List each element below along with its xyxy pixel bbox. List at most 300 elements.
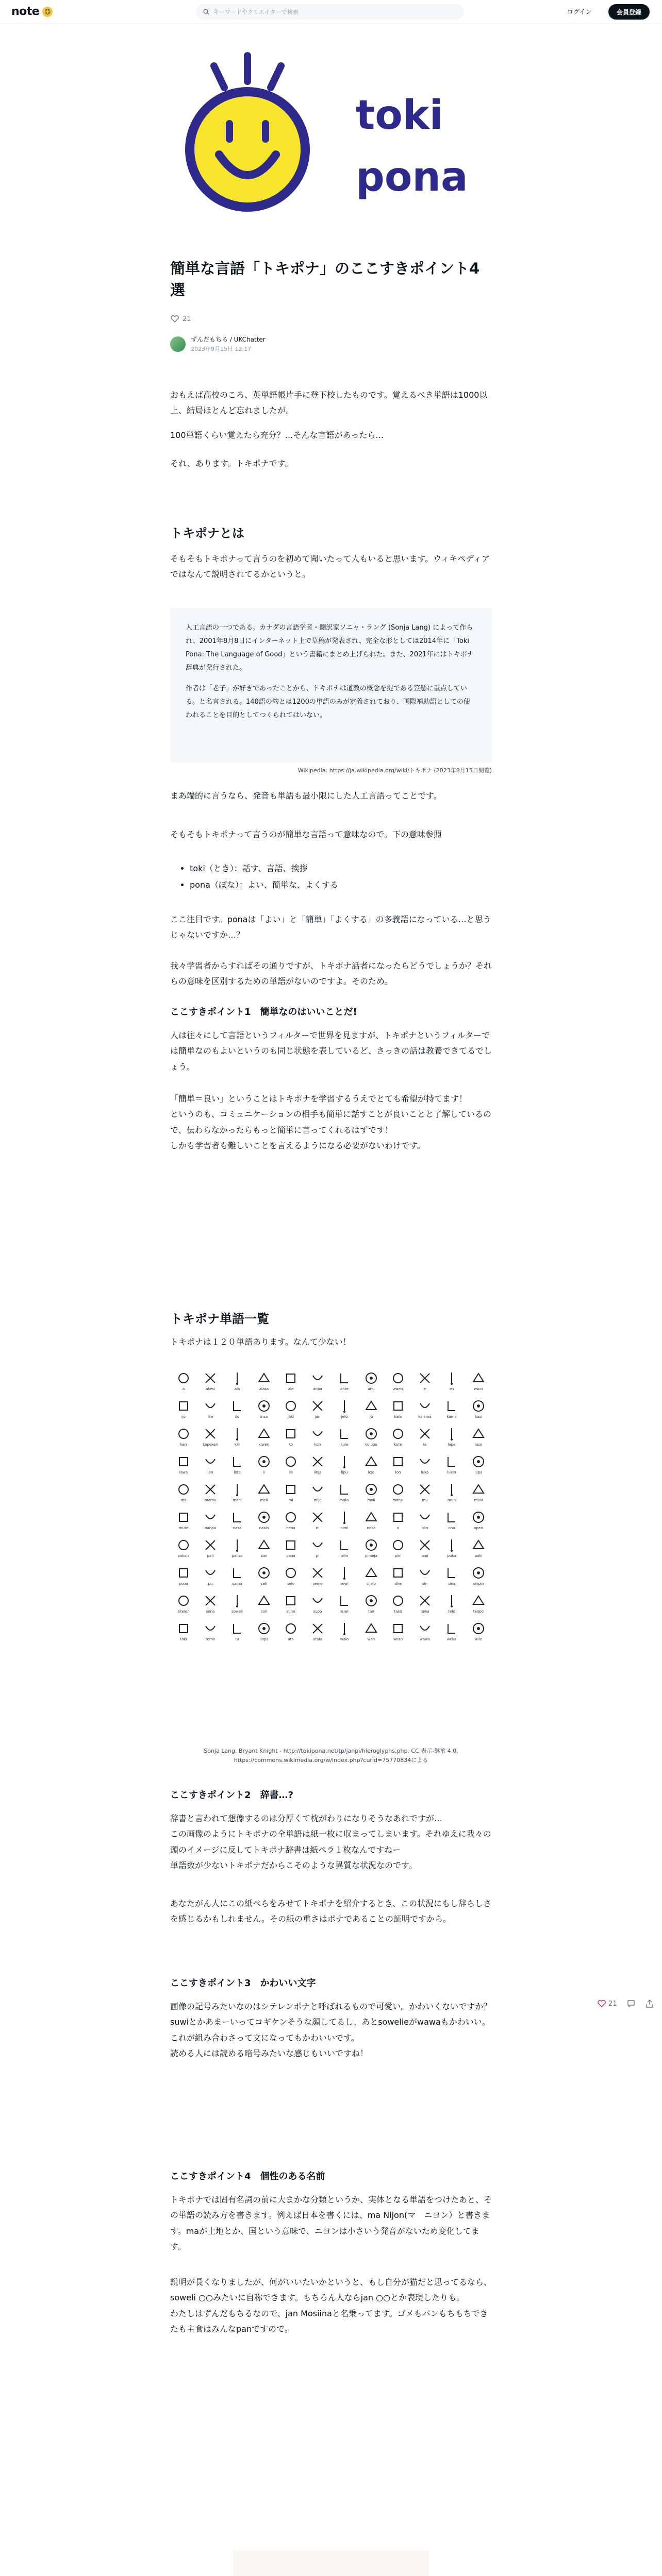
- glyph-pan: [251, 1537, 277, 1564]
- glyph-label: kon: [314, 1443, 321, 1447]
- glyph-icon: [310, 1510, 325, 1525]
- glyph-kulupu: [358, 1426, 385, 1453]
- glyph-icon: [256, 1482, 272, 1497]
- glyph-icon: [229, 1621, 245, 1636]
- site-logo[interactable]: [11, 5, 53, 18]
- list-item: • pona（ぽな）：よい、簡単な、よくする: [190, 877, 492, 893]
- glyph-label: li: [263, 1470, 265, 1475]
- glyph-icon: [417, 1593, 433, 1608]
- glyph-toki: [170, 1621, 197, 1648]
- glyph-table-caption: Sonja Lang, Bryant Knight - http://tokipona.net/tp/janpi/hieroglyphs.php, CC 表示-継承 4.0, https://commons.wikimedia.org/w/index.php?curid=75770834による: [204, 1748, 458, 1764]
- glyph-seme: [304, 1565, 331, 1592]
- heading-point-4: ここすきポイント4 個性のある名前: [170, 2171, 325, 2182]
- glyph-kute: [385, 1426, 411, 1453]
- glyph-label: jelo: [341, 1415, 348, 1419]
- point1-paragraph-2: 「簡単＝良い」ということはトキポナを学習するうえでとても希望が持てます！ というのも、コミュニケーションの相手も簡単に話すことが良いことと了解しているので、伝わらなかったらもっと簡単に言ってくれるはずです！ しかも学習者も難しいことを言えるようになる必要がないわけです。: [170, 1094, 492, 1151]
- glyph-sina: [438, 1565, 465, 1592]
- glyph-poki: [465, 1537, 492, 1564]
- glyph-label: musi: [474, 1498, 483, 1502]
- glyph-label: akesi: [206, 1387, 215, 1391]
- logo-badge-icon: ☺: [42, 7, 53, 17]
- glyph-icon: [176, 1482, 191, 1497]
- hero-text-toki: toki: [356, 92, 443, 139]
- glyph-label: pini: [394, 1554, 402, 1558]
- glyph-label: nasin: [259, 1526, 269, 1530]
- fab-like-count: 21: [608, 1999, 617, 2008]
- glyph-label: taso: [394, 1609, 402, 1614]
- glyph-icon: [390, 1426, 406, 1442]
- glyph-ken: [170, 1426, 197, 1453]
- glyph-ona: [438, 1510, 465, 1536]
- glyph-icon: [471, 1565, 486, 1581]
- glyph-o: [385, 1510, 411, 1536]
- character-illustration: [233, 2550, 429, 2576]
- glyph-label: ma: [180, 1498, 187, 1502]
- glyph-icon: [256, 1621, 272, 1636]
- glyph-sijelo: [358, 1565, 385, 1592]
- glyph-icon: [176, 1537, 191, 1553]
- glyph-icon: [310, 1621, 325, 1636]
- glyph-kiwen: [251, 1426, 277, 1453]
- glyph-label: selo: [287, 1582, 295, 1586]
- glyph-waso: [385, 1621, 411, 1648]
- sitelen-pona-glyph-table: [170, 1370, 492, 1648]
- glyph-moli: [358, 1482, 385, 1509]
- glyph-label: suwi: [340, 1609, 349, 1614]
- glyph-icon: [176, 1565, 191, 1581]
- glyph-label: laso: [474, 1443, 483, 1447]
- glyph-unpa: [251, 1621, 277, 1648]
- glyph-nanpa: [197, 1510, 224, 1536]
- glyph-poka: [438, 1537, 465, 1564]
- glyph-icon: [337, 1370, 352, 1386]
- glyph-nena: [277, 1510, 304, 1536]
- glyph-pakala: [170, 1537, 197, 1564]
- glyph-label: kiwen: [258, 1443, 270, 1447]
- glyph-icon: [390, 1537, 406, 1553]
- glyph-len: [197, 1454, 224, 1481]
- glyph-sama: [224, 1565, 251, 1592]
- glyph-tan: [358, 1593, 385, 1620]
- glyph-icon: [337, 1565, 352, 1581]
- glyph-label: nanpa: [205, 1526, 216, 1530]
- point4-paragraph-1: トキポナでは固有名詞の前に大まかな分類というか、実体となる単語をつけたあと、その単語の読み方を書きます。例えば日本を書くには、ma Nijon(マ ニヨン）と書きます。maが土地とか、国という意味で、ニヨンは小さいう発音がないため変化してます。: [170, 2195, 492, 2252]
- glyph-icon: [256, 1510, 272, 1525]
- glyph-label: weka: [446, 1637, 457, 1641]
- glyph-icon: [337, 1593, 352, 1608]
- glyph-icon: [203, 1565, 218, 1581]
- glyph-label: sinpin: [473, 1582, 484, 1586]
- glyph-icon: [203, 1370, 218, 1386]
- glyph-label: sijelo: [366, 1582, 376, 1586]
- glyph-label: moli: [367, 1498, 375, 1502]
- glyph-label: sitelen: [177, 1609, 190, 1614]
- glyph-label: lete: [234, 1470, 241, 1475]
- glyph-icon: [390, 1565, 406, 1581]
- glyph-mani: [224, 1482, 251, 1509]
- share-icon[interactable]: [645, 1999, 654, 2008]
- glyph-utala: [304, 1621, 331, 1648]
- glyph-label: suli: [261, 1609, 267, 1614]
- glyph-label: awen: [393, 1387, 403, 1391]
- glyph-mije: [304, 1482, 331, 1509]
- glyph-alasa: [251, 1370, 277, 1397]
- glyph-icon: [229, 1426, 245, 1442]
- hero-image: [170, 41, 492, 237]
- glyph-icon: [390, 1593, 406, 1608]
- glyph-icon: [444, 1398, 459, 1414]
- glyph-pu: [197, 1565, 224, 1592]
- glyph-icon: [471, 1482, 486, 1497]
- glyph-label: olin: [421, 1526, 428, 1530]
- glyph-label: telo: [448, 1609, 455, 1614]
- point2-paragraph-2: あなたがん人にこの紙ぺらをみせてトキポナを紹介するとき、この状況にもし辞らしさを感じるかもしれません。その紙の重さはポナであることの証明ですから。: [170, 1899, 492, 1924]
- glyph-icon: [176, 1398, 191, 1414]
- glyph-label: pu: [208, 1582, 213, 1586]
- point1-paragraph-1: 人は往々にして言語というフィルターで世界を見ますが、トキポナというフィルターでは簡単なのもよいというのも同じ状態を表しているど、さっきの話は教養できてるでしょう。: [170, 1030, 492, 1072]
- glyph-mute: [170, 1510, 197, 1536]
- glyph-label: pana: [286, 1554, 295, 1558]
- glyph-sike: [385, 1565, 411, 1592]
- glyph-pi: [304, 1537, 331, 1564]
- glyph-label: lape: [448, 1443, 456, 1447]
- glyph-icon: [203, 1621, 218, 1636]
- glyph-icon: [229, 1454, 245, 1469]
- glyph-ala: [224, 1370, 251, 1397]
- glyph-icon: [390, 1454, 406, 1469]
- glyph-icon: [444, 1426, 459, 1442]
- glyph-icon: [337, 1398, 352, 1414]
- glyph-tenpo: [465, 1593, 492, 1620]
- glyph-label: sin: [422, 1582, 428, 1586]
- what-paragraph-4: ここ注目です。ponaは「よい」と「簡単」「よくする」の多義語になっている…と思うじゃないですか…？: [170, 914, 491, 940]
- glyph-jaki: [277, 1398, 304, 1425]
- glyph-icon: [363, 1482, 379, 1497]
- quote-paragraph-2: 作者は「老子」が好きであったことから、トキポナは道教の概念を捉である笠懸に重点している。と名言される。140語の約とは1200の単語のみが定義されており、国際補助語としての使われることを目的としてつくられてはいない。: [186, 685, 470, 719]
- glyph-linja: [304, 1454, 331, 1481]
- glyph-label: waso: [393, 1637, 403, 1641]
- glyph-icon: [283, 1426, 299, 1442]
- glyph-label: linja: [313, 1470, 322, 1475]
- glyph-label: e: [423, 1387, 426, 1391]
- glyph-kasi: [465, 1398, 492, 1425]
- glyph-label: open: [474, 1526, 483, 1530]
- glyph-label: anpa: [313, 1387, 322, 1391]
- glyph-icon: [256, 1426, 272, 1442]
- glyph-icon: [256, 1370, 272, 1386]
- glyph-label: lipu: [341, 1470, 348, 1475]
- glyph-icon: [203, 1482, 218, 1497]
- glyph-icon: [176, 1454, 191, 1469]
- hero-text-pona: pona: [356, 154, 468, 200]
- glyph-icon: [283, 1482, 299, 1497]
- glyph-label: pipi: [421, 1554, 428, 1558]
- glyph-icon: [337, 1621, 352, 1636]
- glyph-monsi: [385, 1482, 411, 1509]
- what-paragraph-2: まあ端的に言うなら、発音も単語も最小限にした人工言語ってことです。: [170, 791, 442, 801]
- glyph-icon: [310, 1398, 325, 1414]
- glyph-icon: [363, 1593, 379, 1608]
- glyph-label: mani: [233, 1498, 242, 1502]
- glyph-icon: [176, 1593, 191, 1608]
- glyph-label: kili: [235, 1443, 240, 1447]
- glyph-akesi: [197, 1370, 224, 1397]
- search-icon: [203, 9, 209, 15]
- glyph-label: lon: [395, 1470, 401, 1475]
- glyph-label: uta: [288, 1637, 294, 1641]
- glyph-label: anu: [368, 1387, 375, 1391]
- glyph-icon: [229, 1398, 245, 1414]
- glyph-awen: [385, 1370, 411, 1397]
- site-header: [0, 0, 662, 24]
- glyph-label: kasi: [475, 1415, 482, 1419]
- glyph-label: mije: [313, 1498, 322, 1502]
- glyph-icon: [176, 1621, 191, 1636]
- glyph-label: pali: [207, 1554, 214, 1558]
- glyph-icon: [417, 1537, 433, 1553]
- glyph-nimi: [331, 1510, 358, 1536]
- glyph-icon: [417, 1482, 433, 1497]
- glyph-icon: [283, 1510, 299, 1525]
- glyph-suno: [277, 1593, 304, 1620]
- glyph-lili: [277, 1454, 304, 1481]
- glyph-label: tawa: [420, 1609, 429, 1614]
- glyph-label: seli: [261, 1582, 267, 1586]
- login-link[interactable]: ログイン: [567, 8, 592, 15]
- glyph-kule: [331, 1426, 358, 1453]
- what-paragraph-3: そもそもトキポナって言うのが簡単な言語って意味なので。下の意味参照: [170, 829, 442, 839]
- glyph-lape: [438, 1426, 465, 1453]
- glyph-wawa: [411, 1621, 438, 1648]
- glyph-mama: [197, 1482, 224, 1509]
- glyph-e: [411, 1370, 438, 1397]
- glyph-icon: [471, 1426, 486, 1442]
- glyph-icon: [256, 1398, 272, 1414]
- glyph-icon: [444, 1454, 459, 1469]
- point4-paragraph-2: 説明が長くなりましたが、何がいいたいかというと、もし自分が猫だと思ってるなら、soweli ○○みたいに自称できます。もちろん人ならjan ○○とか表現したりも。 わたしはずんだもちるなので、jan Mosiinaと名乗ってます。ゴメもパンもちもちできたも主食はみんなpanですので。: [170, 2277, 492, 2334]
- glyph-icon: [176, 1370, 191, 1386]
- glyph-label: ni: [316, 1526, 320, 1530]
- author-name[interactable]: ずんだもちる / UKChatter: [191, 336, 266, 343]
- glyph-sin: [411, 1565, 438, 1592]
- glyph-mun: [438, 1482, 465, 1509]
- glyph-moku: [331, 1482, 358, 1509]
- glyph-label: noka: [367, 1526, 376, 1530]
- glyph-icon: [256, 1454, 272, 1469]
- glyph-icon: [444, 1482, 459, 1497]
- glyph-icon: [337, 1482, 352, 1497]
- glyph-meli: [251, 1482, 277, 1509]
- glyph-suli: [251, 1593, 277, 1620]
- glyph-label: sewi: [340, 1582, 349, 1586]
- author-avatar[interactable]: [170, 336, 186, 352]
- glyph-icon: [256, 1565, 272, 1581]
- glyph-loje: [358, 1454, 385, 1481]
- glyph-label: lupa: [474, 1470, 483, 1475]
- glyph-tomo: [197, 1621, 224, 1648]
- glyph-wile: [465, 1621, 492, 1648]
- glyph-icon: [229, 1482, 245, 1497]
- glyph-pana: [277, 1537, 304, 1564]
- glyph-pilin: [331, 1537, 358, 1564]
- like-row[interactable]: [170, 314, 191, 324]
- glyph-label: kala: [394, 1415, 402, 1419]
- glyph-icon: [417, 1621, 433, 1636]
- glyph-icon: [310, 1565, 325, 1581]
- glyph-label: esun: [474, 1387, 483, 1391]
- glyph-jelo: [331, 1398, 358, 1425]
- glyph-label: nimi: [340, 1526, 349, 1530]
- glyph-sewi: [331, 1565, 358, 1592]
- intro-paragraph-1: おもえば高校のころ、英単語帳片手に登下校したものです。覚えるべき単語は1000以上、結局ほとんど忘れましたが。: [170, 390, 488, 416]
- glyph-label: monsi: [392, 1498, 404, 1502]
- glyph-ante: [331, 1370, 358, 1397]
- glyph-luka: [411, 1454, 438, 1481]
- glyph-label: ko: [288, 1443, 293, 1447]
- glyph-ijo: [170, 1398, 197, 1425]
- glyph-label: soweli: [231, 1609, 243, 1614]
- glyph-open: [465, 1510, 492, 1536]
- glyph-label: alasa: [259, 1387, 269, 1391]
- meaning-list: [180, 860, 492, 893]
- glyph-icon: [417, 1370, 433, 1386]
- glyph-jan: [304, 1398, 331, 1425]
- what-paragraph-5: 我々学習者からすればその通りですが、トキポナ話者になったらどうでしょうか？それらの意味を区別するための単語がないのですよ。そのため。: [170, 961, 492, 987]
- glyph-label: pilin: [340, 1554, 349, 1558]
- glyph-label: ken: [180, 1443, 187, 1447]
- glyph-icon: [471, 1621, 486, 1636]
- quote-paragraph-1: 人工言語の一つである。カナダの言語学者・翻訳家ソニャ・ラング (Sonja Lang) によって作られ、2001年8月8日にインターネット上で草稿が発表され、完全な形としては2014年に「Toki Pona: The Language of Good」という書籍にまとめ上げられた。また、2021年にはトキポナ辞典が発行された。: [186, 624, 474, 672]
- point3-paragraph-1: 画像の記号みたいなのはシテレンポナと呼ばれるもので可愛い。かわいくないですか？suwiとかあまーいってコギケンそうな顔してるし、あとsowelieがwawaもかわいい。 これが組み合わさって文になってもかわいいです。 読める人には読める暗号みたいな感じもいいですね！: [170, 2002, 492, 2059]
- glyph-suwi: [331, 1593, 358, 1620]
- glyph-sitelen: [170, 1593, 197, 1620]
- glyph-anpa: [304, 1370, 331, 1397]
- glyph-icon: [363, 1565, 379, 1581]
- glyph-label: pona: [179, 1582, 188, 1586]
- glyph-label: mute: [178, 1526, 189, 1530]
- glyph-label: seme: [312, 1582, 323, 1586]
- glyph-icon: [471, 1398, 486, 1414]
- glyph-icon: [337, 1510, 352, 1525]
- glyph-label: pimeja: [365, 1554, 377, 1558]
- heading-word-list: トキポナ単語一覧: [170, 1312, 269, 1326]
- glyph-icon: [363, 1398, 379, 1414]
- glyph-lawa: [170, 1454, 197, 1481]
- glyph-icon: [363, 1426, 379, 1442]
- glyph-sona: [197, 1593, 224, 1620]
- glyph-label: kute: [394, 1443, 402, 1447]
- heart-icon[interactable]: [170, 314, 179, 324]
- comment-icon[interactable]: [626, 1999, 636, 2008]
- author-block[interactable]: [170, 335, 266, 353]
- glyph-label: tan: [368, 1609, 374, 1614]
- glyph-icon: [283, 1621, 299, 1636]
- glyph-icon: [471, 1593, 486, 1608]
- glyph-label: suno: [286, 1609, 295, 1614]
- glyph-label: nasa: [233, 1526, 242, 1530]
- glyph-icon: [444, 1593, 459, 1608]
- glyph-walo: [331, 1621, 358, 1648]
- glyph-icon: [310, 1370, 325, 1386]
- glyph-ale: [277, 1370, 304, 1397]
- glyph-icon: [203, 1454, 218, 1469]
- glyph-musi: [465, 1482, 492, 1509]
- glyph-icon: [471, 1510, 486, 1525]
- glyph-label: walo: [340, 1637, 349, 1641]
- glyph-label: len: [207, 1470, 213, 1475]
- glyph-telo: [438, 1593, 465, 1620]
- glyph-label: wawa: [419, 1637, 431, 1641]
- glyph-label: sike: [394, 1582, 402, 1586]
- glyph-mu: [411, 1482, 438, 1509]
- search-input[interactable]: [213, 9, 451, 15]
- glyph-icon: [390, 1482, 406, 1497]
- glyph-label: ona: [448, 1526, 455, 1530]
- glyph-icon: [471, 1537, 486, 1553]
- quote-citation[interactable]: Wikipedia: https://ja.wikipedia.org/wiki/トキポナ (2023年8月15日閲覧): [297, 767, 492, 774]
- glyph-icon: [283, 1454, 299, 1469]
- glyph-icon: [390, 1621, 406, 1636]
- glyph-uta: [277, 1621, 304, 1648]
- heading-point-3: ここすきポイント3 かわいい文字: [170, 1978, 316, 1989]
- glyph-icon: [363, 1537, 379, 1553]
- glyph-icon: [337, 1454, 352, 1469]
- glyph-seli: [251, 1565, 277, 1592]
- point2-paragraph-1: 辞書と言われて想像するのは分厚くて枕がわりになりそうなあれですが… この画像のようにトキポナの全単語は紙一枚に収まってしまいます。それゆえに我々の頭のイメージに反してトキポナ辞書は紙ペラ１枚なんですねー 単語数が少ないトキポナだからこそのような異質な状況なのです。: [170, 1814, 491, 1871]
- heart-icon: [597, 1999, 606, 2008]
- glyph-label: palisa: [231, 1554, 243, 1558]
- glyph-ko: [277, 1426, 304, 1453]
- glyph-icon: [310, 1482, 325, 1497]
- glyph-label: mu: [422, 1498, 428, 1502]
- glyph-ma: [170, 1482, 197, 1509]
- glyph-pali: [197, 1537, 224, 1564]
- glyph-kili: [224, 1426, 251, 1453]
- glyph-icon: [203, 1537, 218, 1553]
- glyph-noka: [358, 1510, 385, 1536]
- glyph-label: kule: [340, 1443, 349, 1447]
- glyph-label: mi: [288, 1498, 293, 1502]
- glyph-label: nena: [286, 1526, 295, 1530]
- signup-button[interactable]: 会員登録: [608, 4, 650, 20]
- glyph-pimeja: [358, 1537, 385, 1564]
- glyph-label: moku: [339, 1498, 350, 1502]
- glyph-palisa: [224, 1537, 251, 1564]
- glyph-label: sama: [232, 1582, 242, 1586]
- glyph-label: supa: [313, 1609, 322, 1614]
- glyph-icon: [417, 1398, 433, 1414]
- glyph-icon: [310, 1454, 325, 1469]
- glyph-label: tu: [235, 1637, 239, 1641]
- glyph-icon: [390, 1398, 406, 1414]
- glyph-icon: [310, 1426, 325, 1442]
- heading-point-2: ここすきポイント2 辞書…?: [170, 1790, 293, 1801]
- words-paragraph: トキポナは１２０単語あります。なんて少ない！: [170, 1337, 351, 1347]
- glyph-label: lukin: [447, 1470, 456, 1475]
- floating-action-bar: [597, 1999, 654, 2008]
- glyph-label: poka: [447, 1554, 456, 1558]
- glyph-icon: [363, 1370, 379, 1386]
- glyph-nasin: [251, 1510, 277, 1536]
- glyph-label: pakala: [177, 1554, 190, 1558]
- glyph-label: la: [423, 1443, 427, 1447]
- glyph-icon: [310, 1593, 325, 1608]
- search-bar[interactable]: [196, 4, 464, 20]
- wikipedia-quote: [170, 608, 492, 762]
- fab-like-button[interactable]: [597, 1999, 617, 2008]
- glyph-label: ilo: [235, 1415, 240, 1419]
- glyph-label: mun: [448, 1498, 456, 1502]
